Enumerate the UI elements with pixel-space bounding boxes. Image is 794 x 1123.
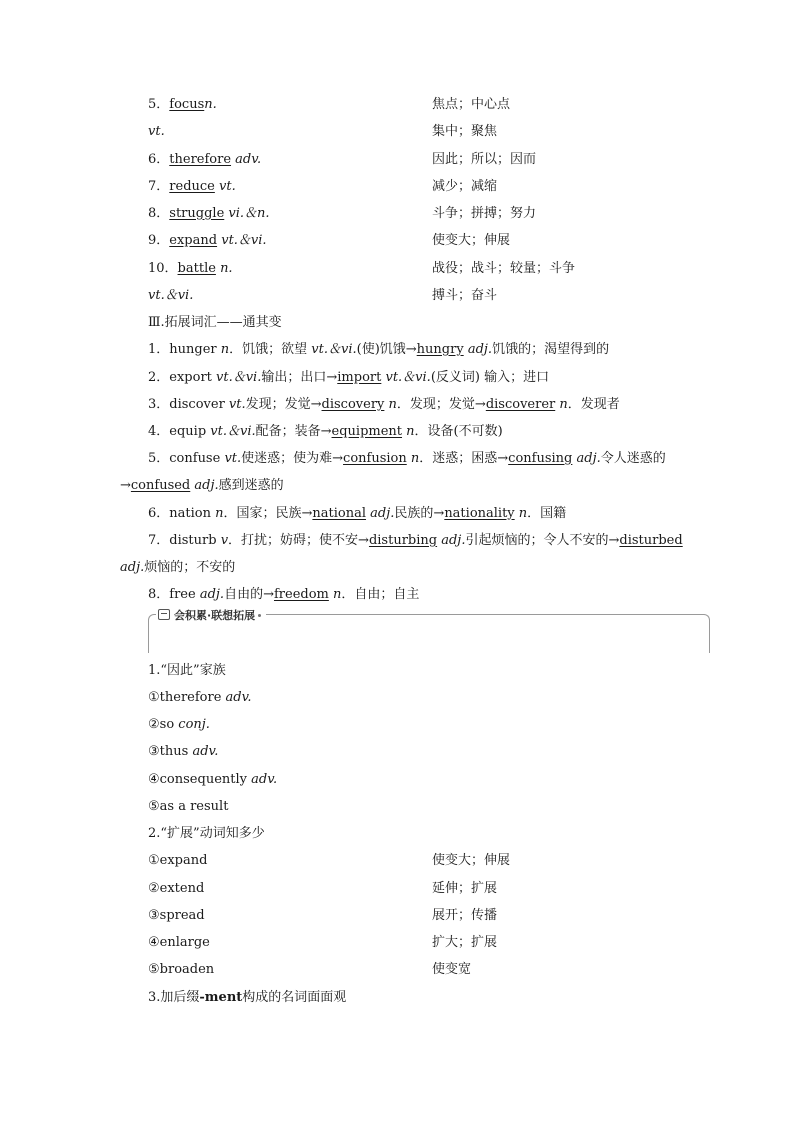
part-of-speech: vt. <box>224 451 242 466</box>
list-item <box>0 770 794 790</box>
part-of-speech: adj. <box>194 478 219 493</box>
ext-row-free <box>0 585 794 605</box>
part-of-speech: adv. <box>251 772 278 787</box>
vocab-meaning: 集中；聚焦 <box>432 124 498 139</box>
group-title: 1.“因此”家族 <box>148 663 226 678</box>
group-title: 2.“扩展”动词知多少 <box>148 826 265 841</box>
vocab-row-focus-n <box>0 95 794 115</box>
item-word: ⑤broaden <box>148 962 215 977</box>
vocab-entry <box>148 231 267 251</box>
part-of-speech: adj. <box>199 587 225 602</box>
vocab-word: reduce <box>169 179 215 194</box>
vocab-entry <box>148 259 233 279</box>
vocab-meaning: 焦点；中心点 <box>432 97 511 112</box>
part-of-speech: vt.＆vi. <box>221 233 267 248</box>
part-of-speech: n <box>333 587 342 602</box>
vocab-word: expand <box>169 233 218 248</box>
ext-text: ．自由；自主 <box>341 587 420 602</box>
item-meaning: 展开；传播 <box>432 908 498 923</box>
item-word: ②so <box>148 717 179 732</box>
list-item <box>0 933 794 953</box>
part-of-speech: vt.＆vi. <box>148 288 194 303</box>
ext-text: (反义词) 输入；进口 <box>430 370 550 385</box>
ext-text: 民族的→ <box>394 506 445 521</box>
ext-text: ．饥饿；欲望 <box>229 342 312 357</box>
list-item <box>0 797 794 817</box>
ext-text: ．打扰；妨碍；使不安→ <box>228 533 369 548</box>
ext-text: 1．hunger <box>148 342 221 357</box>
vocab-word: therefore <box>169 152 232 167</box>
part-of-speech: adj. <box>576 451 601 466</box>
vocab-meaning: 因此；所以；因而 <box>432 152 537 167</box>
vocab-meaning: 斗争；拼搏；努力 <box>432 206 537 221</box>
ext-row-confuse <box>0 449 794 469</box>
part-of-speech: adv. <box>235 152 262 167</box>
vocab-entry <box>148 95 217 115</box>
vocab-row-battle-n <box>0 259 794 279</box>
group-title: 3.加后缀 <box>148 990 200 1005</box>
ext-text: ．国籍 <box>527 506 567 521</box>
part-of-speech: vt.＆vi. <box>311 342 357 357</box>
ext-text: 自由的→ <box>224 587 274 602</box>
entry-number: 7． <box>148 179 170 194</box>
part-of-speech: adv. <box>192 744 219 759</box>
ext-text: 7．disturb <box>148 533 221 548</box>
group-title: 构成的名词面面观 <box>242 990 347 1005</box>
ext-text: 8．free <box>148 587 200 602</box>
box-label-text: 会积累·联想拓展 <box>174 609 256 622</box>
part-of-speech: vt. <box>219 179 236 194</box>
ext-row-hunger <box>0 340 794 360</box>
list-item <box>0 742 794 762</box>
answer-word: nationality <box>444 506 515 521</box>
ext-text: 2．export <box>148 370 217 385</box>
part-of-speech: adj. <box>467 342 493 357</box>
part-of-speech: n <box>215 506 224 521</box>
answer-word: freedom <box>273 587 329 602</box>
vocab-row-expand <box>0 231 794 251</box>
item-word: ②extend <box>148 881 205 896</box>
ext-text: ．设备(不可数) <box>414 424 503 439</box>
vocab-row-reduce <box>0 177 794 197</box>
entry-number: 6． <box>148 152 170 167</box>
section-title: Ⅲ.拓展词汇——通其变 <box>148 315 282 330</box>
answer-word: disturbed <box>619 533 683 548</box>
item-meaning: 使变宽 <box>432 962 472 977</box>
ext-text: ．迷惑；困惑→ <box>419 451 509 466</box>
part-of-speech: adv. <box>225 690 252 705</box>
answer-word: import <box>337 370 382 385</box>
answer-word: disturbing <box>368 533 438 548</box>
item-word: ④consequently <box>148 772 252 787</box>
entry-number: 9． <box>148 233 170 248</box>
item-meaning: 扩大；扩展 <box>432 935 498 950</box>
part-of-speech: n <box>518 506 528 521</box>
ext-text: 感到迷惑的 <box>218 478 284 493</box>
part-of-speech: n. <box>204 97 217 112</box>
ext-row-discover <box>0 395 794 415</box>
group2-title-row <box>0 824 794 844</box>
ext-text: ．发现者 <box>567 397 620 412</box>
ext-text: 发现；发觉→ <box>245 397 322 412</box>
ext-text: 5．confuse <box>148 451 225 466</box>
ext-text: 4．equip <box>148 424 211 439</box>
part-of-speech: adj. <box>120 560 145 575</box>
item-word: ⑤as a result <box>148 799 229 814</box>
ext-text: 输出；出口→ <box>261 370 338 385</box>
ext-text: 使迷惑；使为难→ <box>241 451 344 466</box>
part-of-speech: adj. <box>370 506 395 521</box>
ext-text: 引起烦恼的；令人不安的→ <box>465 533 620 548</box>
group1-title-row <box>0 661 794 681</box>
entry-number: 10． <box>148 261 178 276</box>
ext-text: 3．discover <box>148 397 229 412</box>
part-of-speech: vt.＆vi. <box>216 370 262 385</box>
accumulation-box-label <box>156 608 266 624</box>
ext-text: 饥饿的；渴望得到的 <box>492 342 610 357</box>
item-meaning: 使变大；伸展 <box>432 853 511 868</box>
vocab-meaning: 使变大；伸展 <box>432 233 511 248</box>
ext-text: (使)饥饿→ <box>356 342 417 357</box>
item-meaning: 延伸；扩展 <box>432 881 498 896</box>
part-of-speech: vt. <box>228 397 246 412</box>
item-word: ④enlarge <box>148 935 210 950</box>
vocab-meaning: 减少；减缩 <box>432 179 498 194</box>
ext-text: 配备；装备→ <box>255 424 332 439</box>
item-word: ①therefore <box>148 690 226 705</box>
vocab-row-therefore <box>0 150 794 170</box>
vocab-meaning: 搏斗；奋斗 <box>432 288 498 303</box>
part-of-speech: n <box>559 397 568 412</box>
part-of-speech: n. <box>220 261 233 276</box>
answer-word: equipment <box>331 424 403 439</box>
item-word: ③spread <box>148 908 205 923</box>
note-icon <box>158 609 170 620</box>
list-item <box>0 688 794 708</box>
answer-word: confusing <box>508 451 573 466</box>
ext-text: ．国家；民族→ <box>223 506 313 521</box>
list-item <box>0 879 794 899</box>
answer-word: discovery <box>321 397 385 412</box>
vocab-entry <box>148 204 270 224</box>
ext-text: 令人迷惑的 <box>600 451 666 466</box>
part-of-speech: v <box>220 533 229 548</box>
part-of-speech: vi.＆n. <box>228 206 270 221</box>
ext-row-export <box>0 368 794 388</box>
ext-row-disturb-cont <box>0 558 794 578</box>
vocab-row-struggle <box>0 204 794 224</box>
part-of-speech: vt.＆vi. <box>385 370 431 385</box>
vocab-word: focus <box>169 97 205 112</box>
answer-word: hungry <box>416 342 464 357</box>
vocab-entry <box>148 150 261 170</box>
part-of-speech: n <box>406 424 415 439</box>
entry-number: 8． <box>148 206 170 221</box>
ext-row-equip <box>0 422 794 442</box>
part-of-speech: vt.＆vi. <box>210 424 256 439</box>
dot-icon <box>258 614 261 617</box>
ext-row-nation <box>0 504 794 524</box>
suffix-highlight: -ment <box>199 990 243 1005</box>
list-item <box>0 960 794 980</box>
part-of-speech: vt. <box>148 124 165 139</box>
ext-text: 6．nation <box>148 506 216 521</box>
answer-word: confused <box>130 478 191 493</box>
ext-text: ．发现；发觉→ <box>396 397 486 412</box>
list-item <box>0 851 794 871</box>
vocab-meaning: 战役；战斗；较量；斗争 <box>432 261 576 276</box>
answer-word: discoverer <box>485 397 556 412</box>
list-item <box>0 715 794 735</box>
answer-word: confusion <box>343 451 407 466</box>
answer-word: national <box>312 506 367 521</box>
vocab-word: struggle <box>169 206 225 221</box>
vocab-row-battle-vt <box>0 286 794 306</box>
part-of-speech: adj. <box>441 533 466 548</box>
ext-row-disturb <box>0 531 794 551</box>
vocab-word: battle <box>177 261 216 276</box>
group3-title-row <box>0 988 794 1008</box>
list-item <box>0 906 794 926</box>
section-heading <box>0 313 794 333</box>
vocab-entry <box>148 177 236 197</box>
ext-row-confuse-cont <box>0 476 794 496</box>
ext-text: → <box>120 478 131 493</box>
part-of-speech: conj. <box>178 717 210 732</box>
entry-number: 5． <box>148 97 170 112</box>
part-of-speech: n <box>220 342 230 357</box>
item-word: ①expand <box>148 853 208 868</box>
ext-text: 烦恼的；不安的 <box>144 560 236 575</box>
item-word: ③thus <box>148 744 193 759</box>
vocab-row-focus-vt <box>0 122 794 142</box>
part-of-speech: n <box>388 397 397 412</box>
part-of-speech: n <box>410 451 420 466</box>
